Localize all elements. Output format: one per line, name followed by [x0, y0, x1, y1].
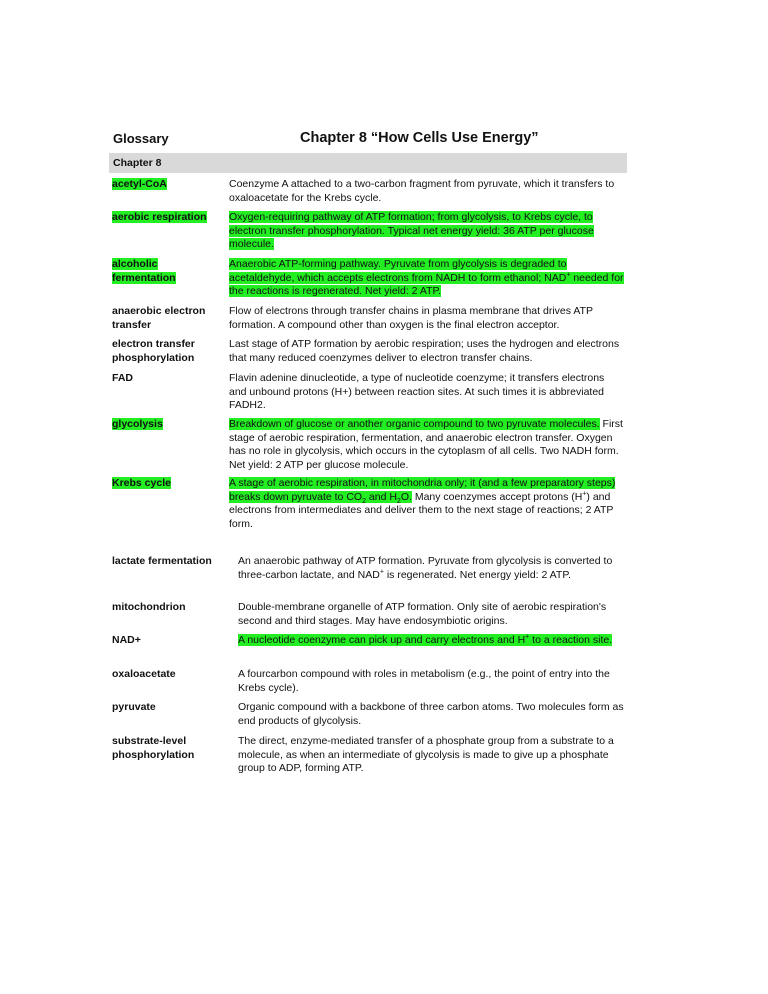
definition: Double-membrane organelle of ATP formation. Only site of aerobic respiration's second and third stages. May have endosymbiotic origins. [238, 601, 607, 627]
term: NAD+ [112, 634, 141, 646]
term: mitochondrion [112, 601, 186, 613]
definition [229, 211, 624, 252]
definition-text: Anaerobic ATP-forming pathway. Pyruvate from glycolysis is degraded to acetaldehyde, which accepts electrons from NADH to form ethanol; NAD+ needed for the reactions is regenerated. Net yield: 2 ATP. [229, 258, 624, 297]
term-text: glycolysis [112, 418, 163, 430]
term-text: alcoholic fermentation [112, 258, 176, 284]
term [112, 477, 220, 491]
term: anaerobic electron transfer [112, 305, 206, 331]
term-text: aerobic respiration [112, 211, 207, 223]
definition [229, 258, 624, 299]
term: electron transfer phosphorylation [112, 338, 195, 364]
section-label: Chapter 8 [113, 157, 162, 169]
definition: A stage of aerobic respiration, in mitochondria only; it (and a few preparatory steps) breaks down pyruvate to $CO_2$ and $H_2O$. Many coenzymes accept protons (H+) and electrons from intermediates and deliver them to the next stage of reactions; 2 ATP form. [229, 477, 616, 530]
page-title: Chapter 8 “How Cells Use Energy” [300, 130, 539, 146]
term-text: Krebs cycle [112, 477, 171, 489]
definition: Last stage of ATP formation by aerobic respiration; uses the hydrogen and electrons that many reduced coenzymes deliver to electron transfer chains. [229, 338, 620, 364]
term [112, 211, 220, 225]
term: oxaloacetate [112, 668, 176, 680]
term [112, 418, 220, 432]
term: lactate fermentation [112, 555, 212, 567]
definition: A nucleotide coenzyme can pick up and carry electrons and H+ to a reaction site. [238, 633, 613, 646]
definition: Breakdown of glucose or another organic compound to two pyruvate molecules. First stage of aerobic respiration, fermentation, and anaerobic electron transfer. Oxygen has no role in glycolysis, which occurs in the cytoplasm of all cells. Two NADH form. Net yield: 2 ATP per glucose molecule. [229, 418, 623, 471]
term: substrate-level phosphorylation [112, 735, 195, 761]
definition: A fourcarbon compound with roles in metabolism (e.g., the point of entry into the Krebs cycle). [238, 668, 610, 694]
definition-text: Oxygen-requiring pathway of ATP formation; from glycolysis, to Krebs cycle, to electron transfer phosphorylation. Typical net energy yield: 36 ATP per glucose molecule. [229, 211, 594, 250]
term: pyruvate [112, 701, 156, 713]
definition: Flow of electrons through transfer chains in plasma membrane that drives ATP formation. A compound other than oxygen is the final electron acceptor. [229, 305, 593, 331]
definition: Organic compound with a backbone of three carbon atoms. Two molecules form as end products of glycolysis. [238, 701, 624, 727]
term [112, 178, 220, 192]
glossary-label: Glossary [113, 131, 169, 146]
term: FAD [112, 372, 133, 384]
definition: The direct, enzyme-mediated transfer of a phosphate group from a substrate to a molecule, as when an intermediate of glycolysis is made to give up a phosphate group to ADP, forming ATP. [238, 735, 614, 774]
term [112, 258, 192, 285]
definition: Flavin adenine dinucleotide, a type of nucleotide coenzyme; it transfers electrons and unbound protons (H+) between reaction sites. At such times it is abbreviated FADH2. [229, 372, 605, 411]
definition: Coenzyme A attached to a two-carbon fragment from pyruvate, which it transfers to oxaloacetate for the Krebs cycle. [229, 178, 615, 204]
definition: An anaerobic pathway of ATP formation. Pyruvate from glycolysis is converted to three-carbon lactate, and NAD+ is regenerated. Net energy yield: 2 ATP. [238, 555, 613, 581]
term-text: acetyl-CoA [112, 178, 167, 190]
